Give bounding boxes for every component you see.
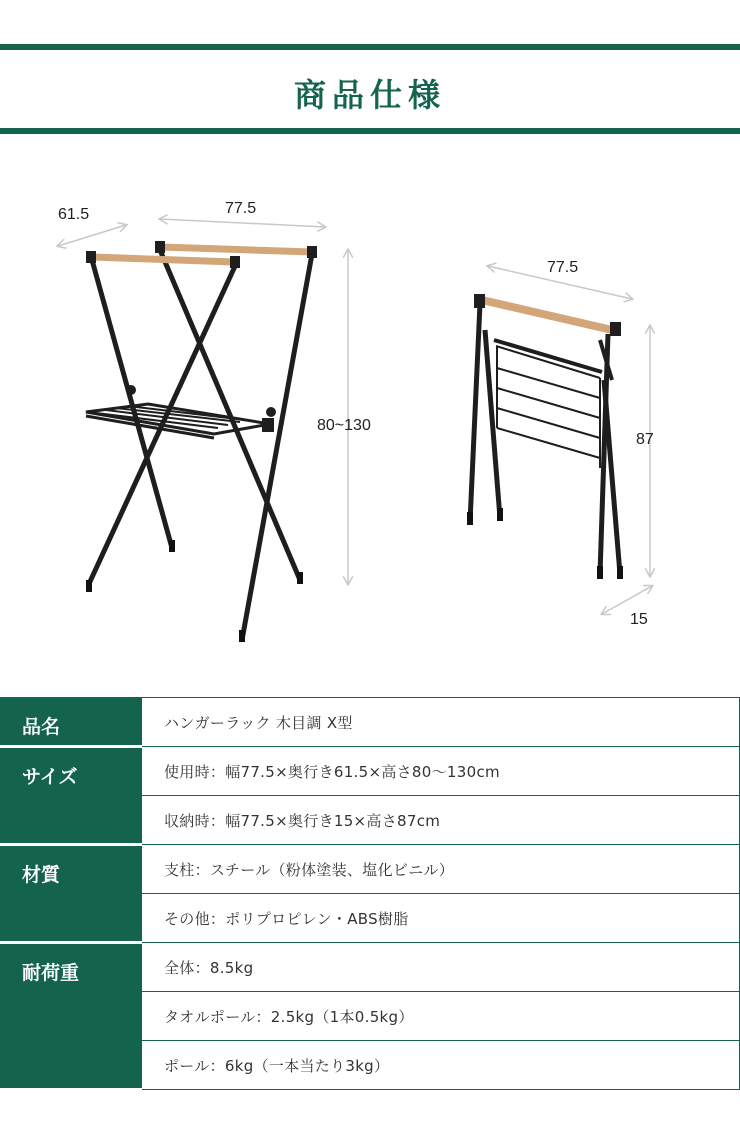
spec-label-material: 材質 <box>0 845 142 943</box>
spec-row-size <box>0 747 740 796</box>
dimension-arrows-left <box>58 219 348 584</box>
spec-value-name: ハンガーラック 木目調 X型 <box>142 698 740 747</box>
rack-folded-illustration <box>467 294 623 579</box>
spec-row-load <box>0 943 740 992</box>
spec-value-load-pole: ポール：6kg（一本当たり3kg） <box>142 1041 740 1090</box>
rack-in-use-illustration <box>86 241 317 642</box>
title-underline-rule <box>0 128 740 134</box>
depth-label-folded: 15 <box>630 611 648 628</box>
spec-label-load: 耐荷重 <box>0 943 142 1090</box>
spec-label-name: 品名 <box>0 698 142 747</box>
width-label-folded: 77.5 <box>547 259 579 276</box>
spec-value-size-folded: 収納時：幅77.5×奥行き15×高さ87cm <box>142 796 740 845</box>
spec-label-size: サイズ <box>0 747 142 845</box>
spec-row-material <box>0 845 740 894</box>
spec-value-size-in-use: 使用時：幅77.5×奥行き61.5×高さ80～130cm <box>142 747 740 796</box>
height-label-in-use: 80~130 <box>317 417 371 434</box>
spec-value-material-pole: 支柱：スチール（粉体塗装、塩化ビニル） <box>142 845 740 894</box>
spec-value-material-other: その他：ポリプロピレン・ABS樹脂 <box>142 894 740 943</box>
page-title: 商品仕様 <box>293 76 446 114</box>
width-label-in-use: 77.5 <box>225 200 257 217</box>
spec-table <box>0 697 740 1091</box>
spec-row-name <box>0 698 740 747</box>
height-label-folded: 87 <box>636 431 654 448</box>
depth-label-in-use: 61.5 <box>58 206 90 223</box>
spec-value-load-towel: タオルポール：2.5kg（1本0.5kg） <box>142 992 740 1041</box>
top-rule <box>0 44 740 50</box>
spec-value-load-total: 全体：8.5kg <box>142 943 740 992</box>
product-dimension-figure <box>0 150 740 650</box>
